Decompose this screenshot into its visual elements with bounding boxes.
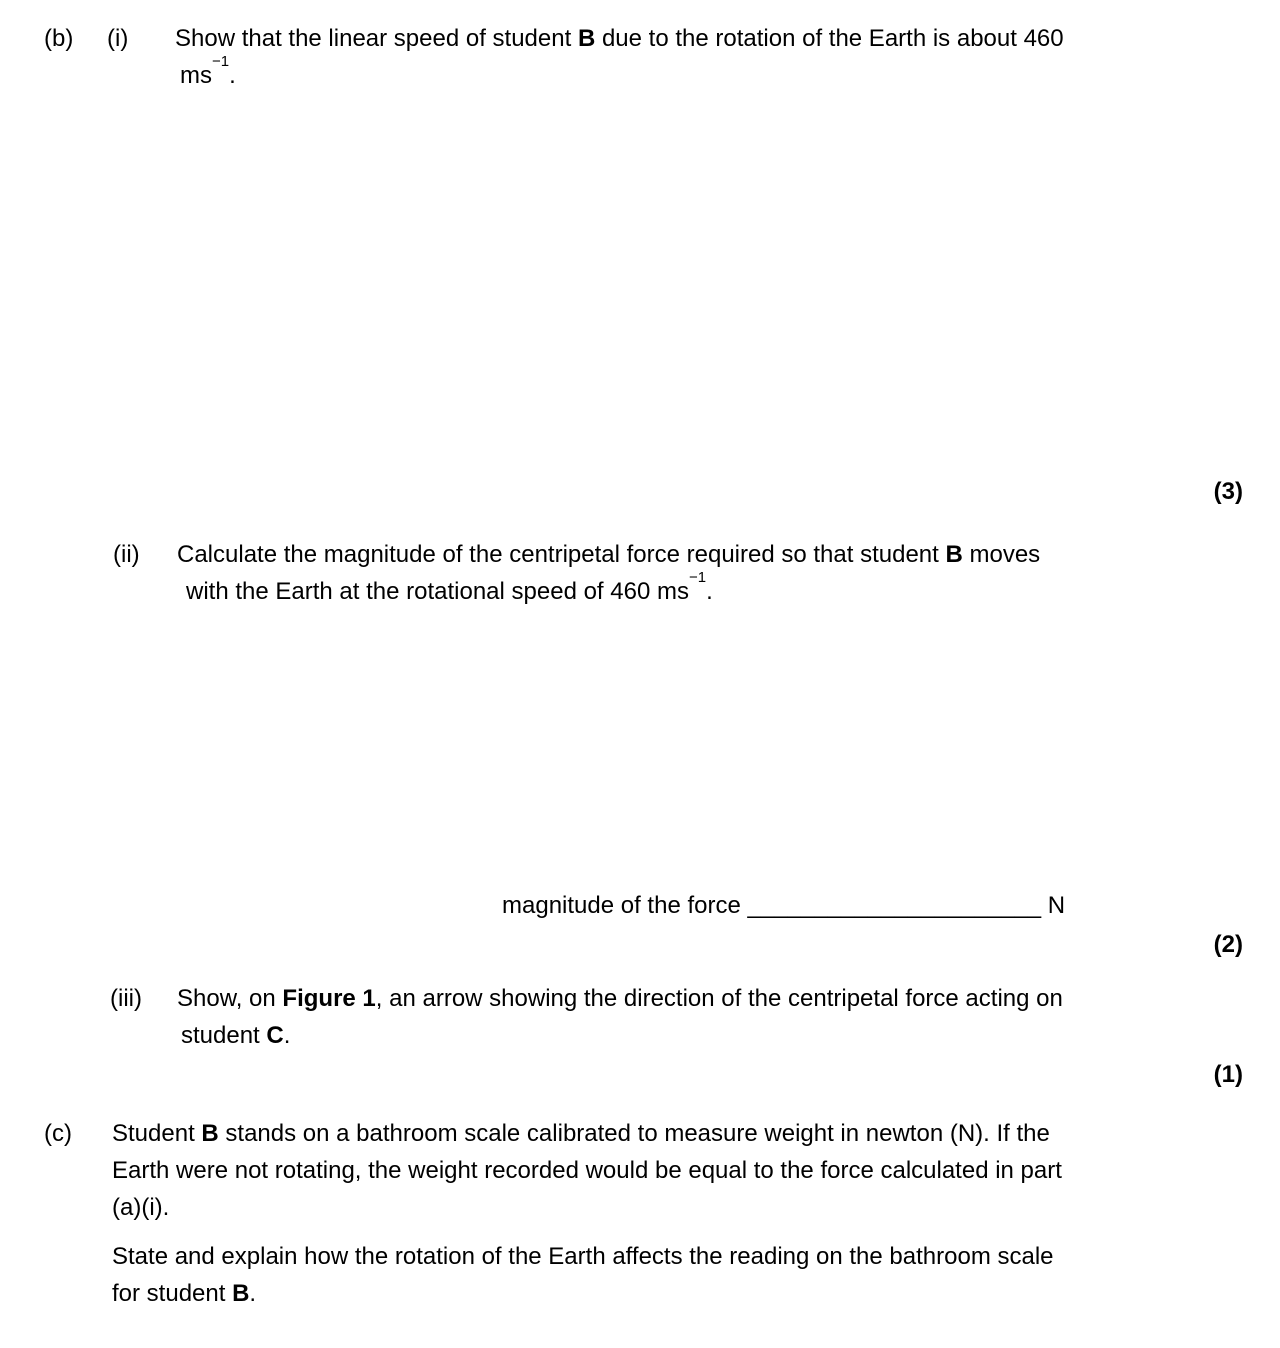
question-text: with the Earth at the rotational speed of 460 ms: [186, 578, 689, 605]
part-b-iii-line2: [177, 1017, 1063, 1054]
student-b-ref: B: [232, 1280, 250, 1307]
part-b-ii-line1: [177, 536, 1040, 573]
superscript-exponent: −1: [212, 53, 230, 70]
part-c-line1: [112, 1115, 1062, 1152]
question-text: .: [283, 1022, 291, 1049]
part-c-line3: (a)(i).: [112, 1194, 170, 1221]
marks-b-iii: (1): [1213, 1061, 1243, 1088]
part-b-label: (b): [44, 25, 74, 52]
question-text: .: [229, 62, 236, 89]
part-b-ii-line2: [177, 569, 1040, 610]
part-b-iii-label: (iii): [110, 985, 142, 1012]
part-c-paragraph-2: [112, 1238, 1054, 1312]
part-c-line2: Earth were not rotating, the weight recorded would be equal to the force calculated in part: [112, 1157, 1062, 1184]
student-c-ref: C: [266, 1022, 284, 1049]
student-b-ref: B: [577, 25, 596, 52]
part-c-para2-line1: State and explain how the rotation of the Earth affects the reading on the bathroom scale: [112, 1243, 1054, 1270]
part-b-ii-label: (ii): [113, 541, 140, 568]
question-text: Show that the linear speed of student: [175, 25, 578, 52]
student-b-ref: B: [945, 541, 963, 568]
part-b-i-line2: [175, 53, 1064, 94]
question-text: , an arrow showing the direction of the centripetal force acting on: [375, 985, 1063, 1012]
unit-text: ms: [180, 62, 212, 89]
question-text: moves: [962, 541, 1041, 568]
answer-blank-line: ______________________: [747, 892, 1042, 919]
question-text: student: [181, 1022, 267, 1049]
part-b-i-label: (i): [107, 25, 129, 52]
part-c-label: (c): [44, 1120, 72, 1147]
student-b-ref: B: [201, 1120, 219, 1147]
marks-b-i: (3): [1213, 478, 1243, 505]
answer-label: magnitude of the force: [502, 892, 748, 919]
question-text: .: [706, 578, 713, 605]
question-text: for student: [112, 1280, 233, 1307]
question-text: stands on a bathroom scale calibrated to measure weight in newton (N). If the: [218, 1120, 1050, 1147]
part-b-i-line1: [175, 20, 1064, 57]
part-b-ii-question: [177, 536, 1040, 610]
question-text: Student: [112, 1120, 202, 1147]
part-c-paragraph-1: [112, 1115, 1062, 1226]
part-b-i-question: [175, 20, 1064, 94]
part-b-iii-line1: [177, 980, 1063, 1017]
figure-1-ref: Figure 1: [282, 985, 376, 1012]
question-text: Calculate the magnitude of the centripetal force required so that student: [177, 541, 946, 568]
question-text: due to the rotation of the Earth is about 460: [595, 25, 1064, 52]
part-b-iii-question: [177, 980, 1063, 1054]
marks-b-ii: (2): [1213, 931, 1243, 958]
question-text: .: [249, 1280, 257, 1307]
answer-line: [502, 887, 1065, 924]
superscript-exponent: −1: [688, 569, 707, 586]
question-text: Show, on: [177, 985, 283, 1012]
answer-unit: N: [1041, 892, 1066, 919]
part-c-para2-line2: [112, 1275, 1054, 1312]
